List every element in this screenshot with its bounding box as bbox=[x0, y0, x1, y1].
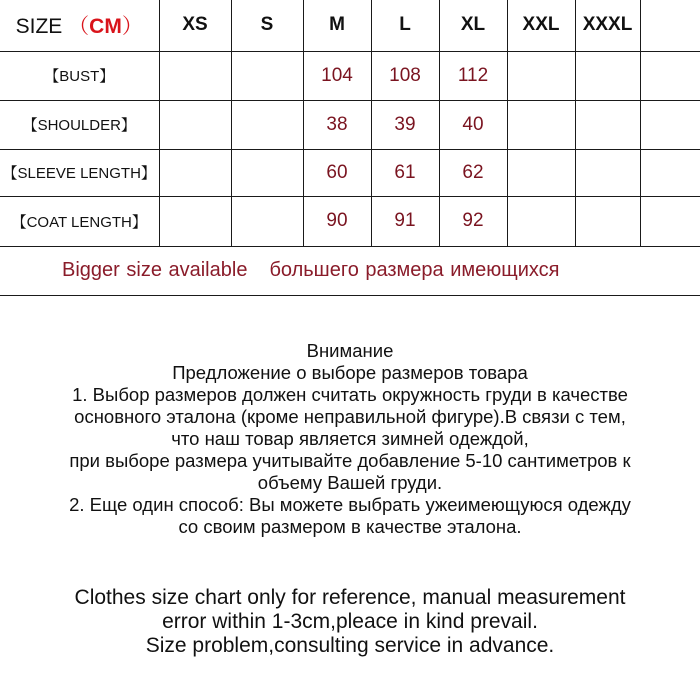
table-cell: 40 bbox=[439, 100, 507, 149]
table-cell bbox=[507, 100, 575, 149]
table-cell bbox=[507, 51, 575, 100]
notes-line: при выборе размера учитывайте добавление 5-10 сантиметров к bbox=[69, 450, 631, 471]
row-label: 【BUST】 bbox=[0, 51, 159, 100]
size-header-l: L bbox=[371, 0, 439, 51]
row-label: 【SHOULDER】 bbox=[0, 100, 159, 149]
sizing-notes-ru bbox=[0, 340, 700, 538]
table-cell bbox=[159, 196, 231, 246]
notes-subtitle: Предложение о выборе размеров товара bbox=[172, 362, 528, 383]
table-cell bbox=[231, 51, 303, 100]
table-cell bbox=[159, 149, 231, 196]
table-cell: 60 bbox=[303, 149, 371, 196]
table-cell: 39 bbox=[371, 100, 439, 149]
notes-line: 2. Еще один способ: Вы можете выбрать ужеимеющуюся одежду bbox=[69, 494, 631, 515]
table-cell: 90 bbox=[303, 196, 371, 246]
table-cell: 62 bbox=[439, 149, 507, 196]
empty-cell bbox=[640, 196, 700, 246]
size-chart-table bbox=[0, 0, 700, 296]
header-row bbox=[0, 0, 700, 51]
unit-label: CM bbox=[89, 15, 122, 39]
availability-note bbox=[0, 246, 700, 295]
size-header-s: S bbox=[231, 0, 303, 51]
table-cell: 91 bbox=[371, 196, 439, 246]
size-label: SIZE bbox=[15, 15, 63, 39]
disclaimer-line: Size problem,consulting service in advance. bbox=[145, 634, 555, 657]
availability-en: Bigger size available bbox=[62, 259, 248, 281]
empty-cell bbox=[640, 51, 700, 100]
notes-line: основного эталона (кроме неправильной фигуре).В связи с тем, bbox=[74, 406, 626, 427]
notes-line: со своим размером в качестве эталона. bbox=[178, 516, 522, 537]
availability-row bbox=[0, 246, 700, 295]
table-cell: 104 bbox=[303, 51, 371, 100]
disclaimer-en bbox=[0, 586, 700, 658]
table-row-sleeve-length bbox=[0, 149, 700, 196]
size-header-xxxl: XXXL bbox=[575, 0, 640, 51]
disclaimer-line: error within 1-3cm,pleace in kind prevail. bbox=[162, 610, 538, 633]
table-row-bust bbox=[0, 51, 700, 100]
table-row-shoulder bbox=[0, 100, 700, 149]
row-label: 【SLEEVE LENGTH】 bbox=[0, 149, 159, 196]
availability-ru: большего размера имеющихся bbox=[269, 259, 560, 281]
table-cell bbox=[575, 149, 640, 196]
notes-line: что наш товар является зимней одеждой, bbox=[171, 428, 529, 449]
table-cell bbox=[575, 51, 640, 100]
size-header-xxl: XXL bbox=[507, 0, 575, 51]
table-row-coat-length bbox=[0, 196, 700, 246]
table-cell: 38 bbox=[303, 100, 371, 149]
table-cell bbox=[575, 100, 640, 149]
table-cell bbox=[231, 196, 303, 246]
notes-line: объему Вашей груди. bbox=[257, 472, 443, 493]
table-cell: 112 bbox=[439, 51, 507, 100]
notes-title: Внимание bbox=[306, 340, 394, 361]
size-unit-header: SIZE （CM） bbox=[0, 0, 159, 51]
size-header-xl: XL bbox=[439, 0, 507, 51]
row-label: 【COAT LENGTH】 bbox=[0, 196, 159, 246]
empty-cell bbox=[640, 100, 700, 149]
size-header-xs: XS bbox=[159, 0, 231, 51]
disclaimer-line: Clothes size chart only for reference, manual measurement bbox=[74, 586, 626, 609]
table-cell bbox=[231, 149, 303, 196]
empty-cell bbox=[640, 149, 700, 196]
table-cell: 92 bbox=[439, 196, 507, 246]
table-cell: 61 bbox=[371, 149, 439, 196]
size-header-m: M bbox=[303, 0, 371, 51]
table-cell bbox=[159, 100, 231, 149]
table-cell bbox=[507, 196, 575, 246]
table-cell bbox=[159, 51, 231, 100]
notes-line: 1. Выбор размеров должен считать окружность груди в качестве bbox=[72, 384, 628, 405]
table-cell: 108 bbox=[371, 51, 439, 100]
table-cell bbox=[507, 149, 575, 196]
table-cell bbox=[231, 100, 303, 149]
table-cell bbox=[575, 196, 640, 246]
empty-cell bbox=[640, 0, 700, 51]
